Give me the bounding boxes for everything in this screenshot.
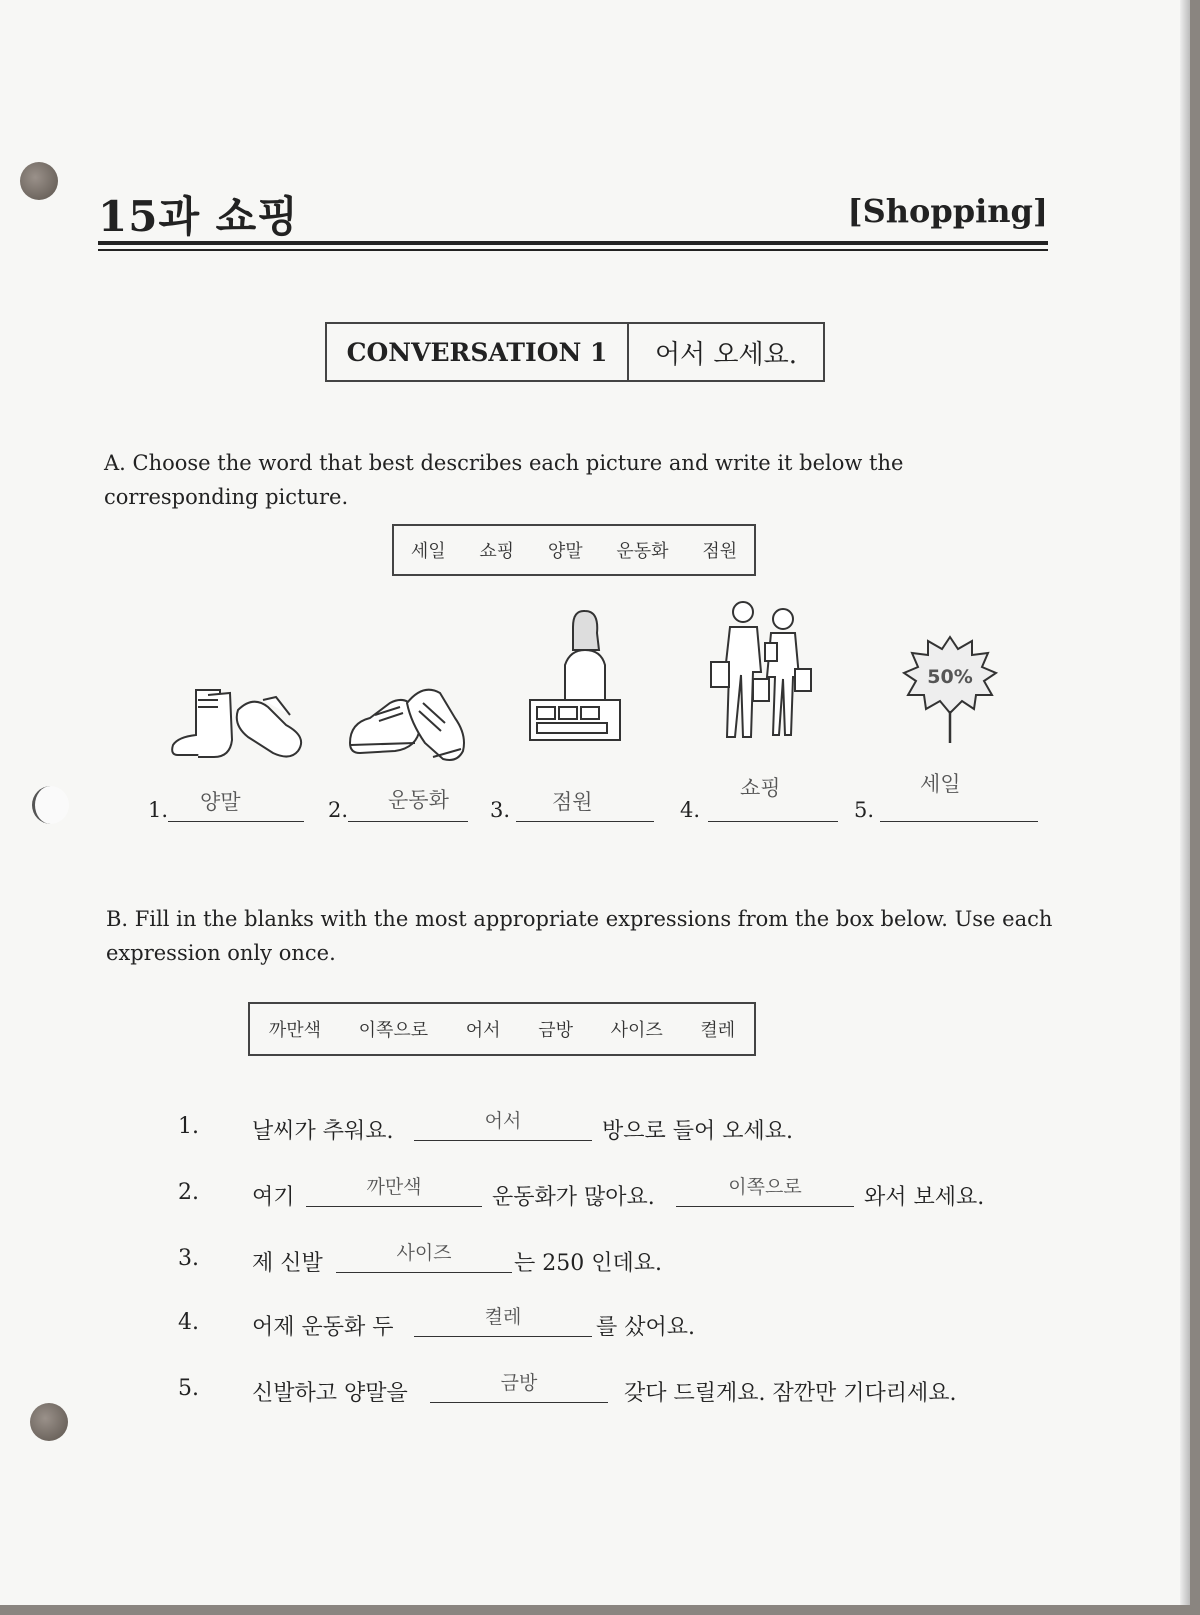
paper-edge-shadow (1180, 0, 1190, 1605)
question-3 (178, 1238, 1028, 1278)
question-number: 4. (178, 1310, 199, 1335)
shoppers-picture (705, 597, 815, 747)
section-b-instruction (106, 902, 1086, 970)
question-text-after: 는 250 인데요. (514, 1251, 662, 1276)
question-text-after: 와서 보세요. (864, 1185, 985, 1210)
answer-line (708, 819, 838, 822)
question-4 (178, 1302, 1028, 1342)
conversation-header-box (325, 322, 825, 382)
question-text-after: 를 샀어요. (596, 1315, 695, 1340)
handwritten-answer: 금방 (500, 1372, 538, 1394)
socks-picture (168, 685, 313, 765)
section-a-word-bank (392, 524, 756, 576)
question-text-after: 방으로 들어 오세요. (602, 1119, 793, 1144)
question-number: 5. (178, 1376, 199, 1401)
handwritten-answer: 쇼핑 (740, 776, 781, 800)
sale-sign-text: 50% (927, 666, 973, 688)
conversation-phrase: 어서 오세요. (654, 339, 798, 370)
word-bank-item: 이쪽으로 (358, 1020, 429, 1041)
answer-item-2 (328, 780, 488, 830)
handwritten-answer: 까만색 (366, 1176, 422, 1198)
binder-hole-middle (32, 786, 69, 824)
question-number: 1. (178, 1114, 199, 1139)
section-b-instruction-line1: B. Fill in the blanks with the most appropriate expressions from the box below. Use each (106, 907, 1053, 931)
answer-line (348, 819, 468, 822)
store-clerk-picture (525, 605, 625, 765)
lesson-english-title: [Shopping] (847, 192, 1048, 230)
word-bank-item: 켤레 (700, 1020, 736, 1041)
sale-sign-picture (900, 635, 1000, 745)
answer-blank (414, 1106, 592, 1141)
handwritten-answer: 양말 (200, 790, 241, 814)
question-text-before: 신발하고 양말을 (252, 1381, 408, 1406)
binder-hole-top (20, 162, 58, 200)
word-bank-item: 금방 (538, 1020, 573, 1041)
answer-line (516, 819, 654, 822)
answer-blank (336, 1238, 512, 1273)
title-row (98, 184, 1048, 240)
section-a-answers (148, 772, 1048, 830)
handwritten-answer: 운동화 (388, 788, 449, 812)
title-rule-thick (98, 241, 1048, 245)
section-b-word-bank (248, 1002, 756, 1056)
conversation-label: CONVERSATION 1 (327, 324, 629, 380)
answer-blank (306, 1172, 482, 1207)
answer-blank (430, 1368, 608, 1403)
answer-number: 1. (148, 798, 169, 822)
answer-number: 3. (490, 798, 511, 822)
section-a-instruction-line1: A. Choose the word that best describes each picture and write it below the (104, 451, 904, 475)
answer-item-3 (490, 780, 655, 830)
question-text-before: 제 신발 (252, 1251, 323, 1276)
answer-item-1 (148, 780, 308, 830)
question-number: 3. (178, 1246, 199, 1271)
word-bank-item: 점원 (702, 541, 738, 562)
answer-line (168, 819, 304, 822)
word-bank-item: 어서 (465, 1020, 501, 1041)
question-text-after: 갖다 드릴게요. 잠깐만 기다리세요. (624, 1381, 957, 1406)
word-bank-item: 양말 (547, 541, 583, 562)
answer-line (880, 819, 1038, 822)
question-2 (178, 1172, 1028, 1212)
lesson-title: 15과 쇼핑 (98, 192, 299, 241)
question-text-before: 날씨가 추워요. (252, 1119, 394, 1144)
handwritten-answer: 이쪽으로 (728, 1176, 802, 1198)
question-1 (178, 1106, 1028, 1146)
section-a-instruction-line2: corresponding picture. (104, 485, 349, 509)
sneakers-picture (345, 673, 470, 765)
question-text-before: 여기 (252, 1185, 295, 1210)
picture-row (160, 605, 1040, 765)
answer-blank (414, 1302, 592, 1337)
question-5 (178, 1368, 1028, 1408)
word-bank-item: 사이즈 (610, 1020, 663, 1041)
word-bank-item: 세일 (410, 541, 446, 562)
word-bank-item: 쇼핑 (479, 541, 515, 562)
handwritten-answer: 세일 (920, 772, 961, 796)
answer-number: 4. (680, 798, 701, 822)
answer-item-4 (680, 776, 840, 830)
word-bank-item: 까만색 (268, 1020, 321, 1041)
question-text-middle: 운동화가 많아요. (492, 1185, 655, 1210)
title-rule-thin (98, 249, 1048, 251)
handwritten-answer: 어서 (484, 1110, 522, 1132)
handwritten-answer: 사이즈 (396, 1242, 452, 1264)
handwritten-answer: 점원 (552, 790, 593, 814)
answer-number: 2. (328, 798, 349, 822)
word-bank-item: 운동화 (616, 541, 669, 562)
binder-hole-bottom (30, 1403, 68, 1441)
answer-item-5 (854, 772, 1044, 830)
section-a-instruction (104, 446, 1044, 514)
handwritten-answer: 켤레 (484, 1306, 522, 1328)
section-b-instruction-line2: expression only once. (106, 941, 336, 965)
question-number: 2. (178, 1180, 199, 1205)
answer-blank (676, 1172, 854, 1207)
answer-number: 5. (854, 798, 875, 822)
question-text-before: 어제 운동화 두 (252, 1315, 394, 1340)
